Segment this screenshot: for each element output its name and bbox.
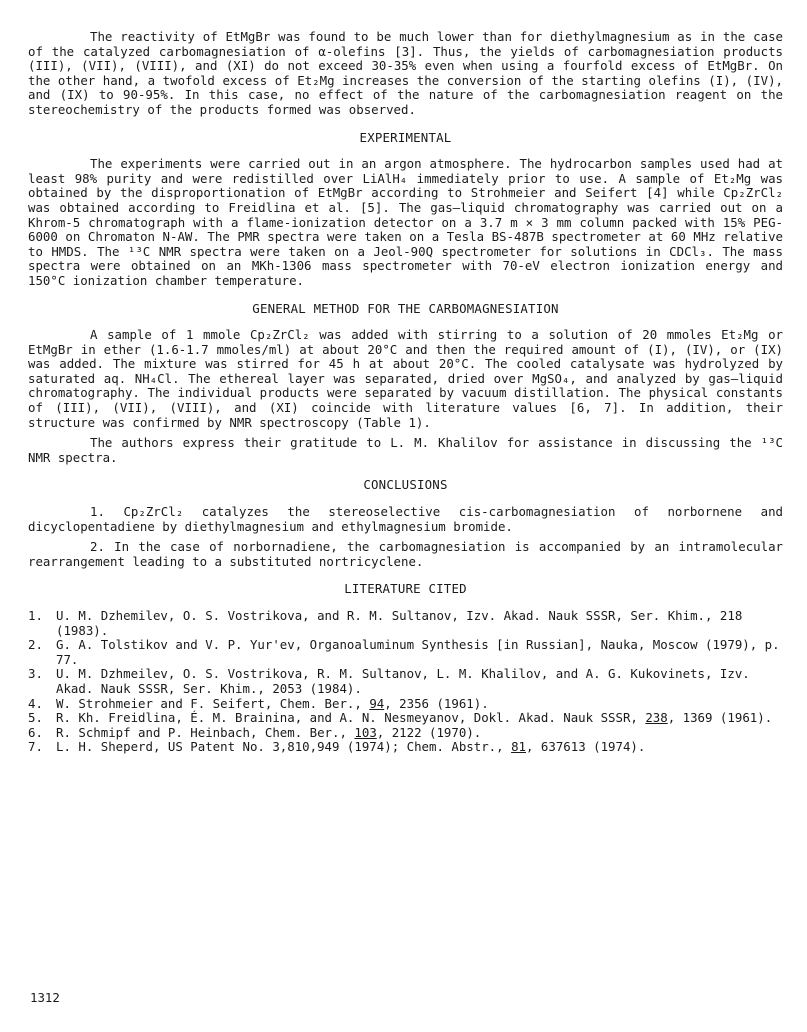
reference-text-after: , 1369 (1961). xyxy=(667,710,773,726)
reference-number: 6. xyxy=(28,724,43,740)
reference-text-before: W. Strohmeier and F. Seifert, Chem. Ber., xyxy=(56,695,370,711)
reference-volume: 94 xyxy=(369,695,385,711)
reference-text-before: R. Schmipf and P. Heinbach, Chem. Ber., xyxy=(56,724,355,740)
reference-text xyxy=(52,711,783,726)
reference-number: 5. xyxy=(28,710,43,726)
general-method-paragraph: A sample of 1 mmole Cp₂ZrCl₂ was added with stirring to a solution of 20 mmoles Et₂Mg or EtMgBr in ether (1.6-1.7 mmoles/ml) at about 20°C and then the required amount of (I), (IV), or (IX) was added. The mixture was stirred for 45 h at about 20°C. The cooled catalysate was hydrolyzed by saturated aq. NH₄Cl. The ethereal layer was separated, dried over MgSO₄, and analyzed by gas–liquid chromatography. The individual products were separated by vacuum distillation. The physical constants of (III), (VII), (VIII), and (XI) coincide with literature values [6, 7]. In addition, their structure was confirmed by NMR spectroscopy (Table 1). xyxy=(28,327,783,430)
page-number: 1312 xyxy=(30,990,60,1005)
reference-text xyxy=(52,726,783,741)
reference-text xyxy=(52,740,783,755)
reference-item xyxy=(28,638,783,667)
article-page xyxy=(28,30,783,755)
reference-text: G. A. Tolstikov and V. P. Yur'ev, Organoaluminum Synthesis [in Russian], Nauka, Moscow (1979), p. 77. xyxy=(56,637,780,667)
reference-item xyxy=(28,609,783,638)
reference-item xyxy=(28,697,783,712)
reference-number: 3. xyxy=(28,666,43,682)
intro-paragraph: The reactivity of EtMgBr was found to be much lower than for diethylmagnesium as in the case of the catalyzed carbomagnesiation of α-olefins [3]. Thus, the yields of carbomagnesiation products (III), (VII), (VIII), and (XI) do not exceed 30-35% even when using a fourfold excess of EtMgBr. On the other hand, a twofold excess of Et₂Mg increases the conversion of the starting olefins (I), (IV), and (IX) to 90-95%. In this case, no effect of the nature of the carbomagnesiation reagent on the stereochemistry of the products formed was observed. xyxy=(28,29,783,117)
reference-text: U. M. Dzhmeilev, O. S. Vostrikova, R. M. Sultanov, L. M. Khalilov, and A. G. Kukovinets, Izv. Akad. Nauk SSSR, Ser. Khim., 2053 (1984). xyxy=(56,666,750,696)
reference-number: 1. xyxy=(28,608,43,623)
reference-text-after: , 637613 (1974). xyxy=(525,739,646,755)
experimental-heading: EXPERIMENTAL xyxy=(359,129,452,145)
reference-list xyxy=(28,609,783,755)
reference-text-before: L. H. Sheperd, US Patent No. 3,810,949 (1974); Chem. Abstr., xyxy=(56,739,512,755)
reference-text-before: R. Kh. Freidlina, É. M. Brainina, and A. N. Nesmeyanov, Dokl. Akad. Nauk SSSR, xyxy=(56,710,646,726)
reference-text-after: , 2356 (1961). xyxy=(384,695,489,711)
literature-heading: LITERATURE CITED xyxy=(344,581,467,597)
reference-number: 2. xyxy=(28,637,43,653)
reference-volume: 103 xyxy=(354,724,377,740)
reference-volume: 238 xyxy=(645,710,668,726)
reference-item xyxy=(28,740,783,755)
reference-text xyxy=(52,697,783,712)
conclusion-item: 2. In the case of norbornadiene, the carbomagnesiation is accompanied by an intramolecular rearrangement leading to a substituted nortricyclene. xyxy=(28,539,783,569)
reference-text: U. M. Dzhemilev, O. S. Vostrikova, and R. M. Sultanov, Izv. Akad. Nauk SSSR, Ser. Khim., 218 (1983). xyxy=(56,608,743,638)
reference-number: 7. xyxy=(28,739,43,755)
reference-volume: 81 xyxy=(511,739,526,755)
reference-number: 4. xyxy=(28,695,43,711)
reference-item xyxy=(28,726,783,741)
experimental-paragraph: The experiments were carried out in an argon atmosphere. The hydrocarbon samples used had at least 98% purity and were redistilled over LiAlH₄ immediately prior to use. A sample of Et₂Mg was obtained by the disproportionation of EtMgBr according to Strohmeier and Seifert [4] while Cp₂ZrCl₂ was obtained according to Freidlina et al. [5]. The gas–liquid chromatography was carried out on a Khrom-5 chromatograph with a flame-ionization detector on a 3.7 m × 3 mm column packed with 15% PEG-6000 on Chromaton N-AW. The PMR spectra were taken on a Tesla BS-487B spectrometer at 60 MHz relative to HMDS. The ¹³C NMR spectra were taken on a Jeol-90Q spectrometer for solutions in CDCl₃. The mass spectra were obtained on an MKh-1306 mass spectrometer with 70-eV electron ionization energy and 150°C ionization chamber temperature. xyxy=(28,156,783,288)
conclusion-item: 1. Cp₂ZrCl₂ catalyzes the stereoselective cis-carbomagnesiation of norbornene and dicyclopentadiene by diethylmagnesium and ethylmagnesium bromide. xyxy=(28,504,783,534)
reference-text-after: , 2122 (1970). xyxy=(376,724,482,740)
conclusions-heading: CONCLUSIONS xyxy=(363,477,448,493)
reference-item xyxy=(28,711,783,726)
general-method-heading: GENERAL METHOD FOR THE CARBOMAGNESIATION xyxy=(252,300,559,316)
reference-item xyxy=(28,667,783,696)
acknowledgment-paragraph: The authors express their gratitude to L. M. Khalilov for assistance in discussing the ¹³C NMR spectra. xyxy=(28,435,783,465)
